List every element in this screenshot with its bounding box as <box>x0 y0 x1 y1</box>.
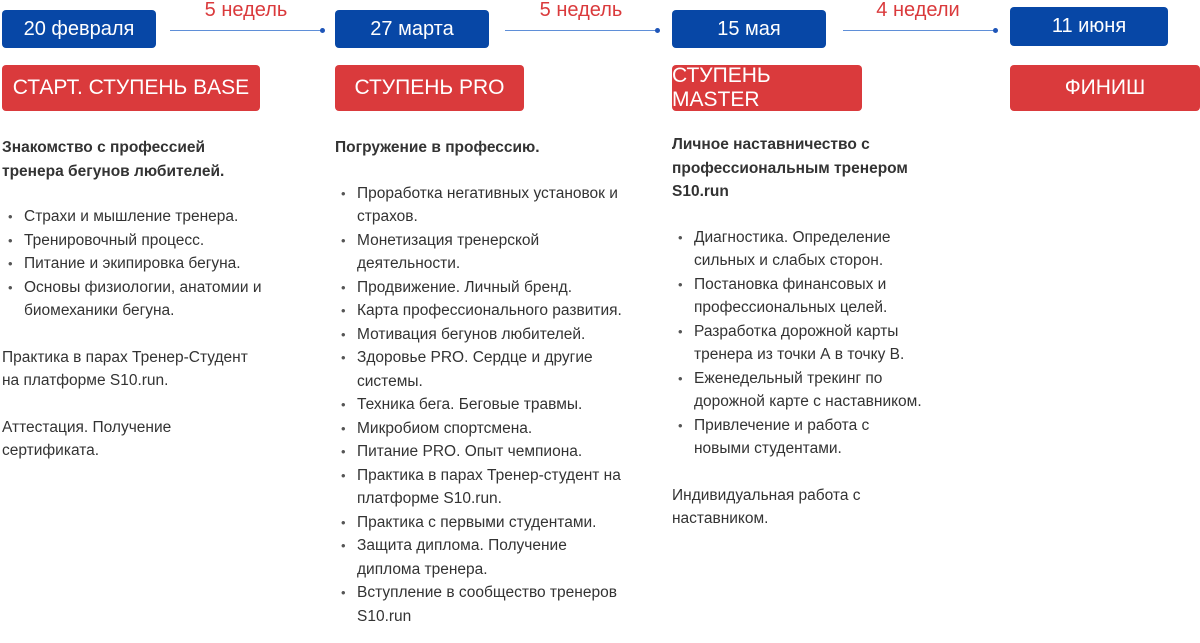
stage-pill-finish: ФИНИШ <box>1010 65 1200 111</box>
list-item: • Питание PRO. Опыт чемпиона. <box>335 440 631 464</box>
list-item: • Проработка негативных установок и страхов. <box>335 182 631 229</box>
stage-pill-base: СТАРТ. СТУПЕНЬ BASE <box>2 65 260 111</box>
stage-master-column <box>672 133 968 531</box>
list-item: • Практика с первыми студентами. <box>335 511 631 535</box>
list-item: • Продвижение. Личный бренд. <box>335 276 631 300</box>
stage-base-practice-note: Практика в парах Тренер-Студент на платформе S10.run. <box>2 348 248 389</box>
list-item: • Практика в парах Тренер-студент на платформе S10.run. <box>335 464 631 511</box>
list-item: • Тренировочный процесс. <box>2 229 266 253</box>
list-item: • Основы физиологии, анатомии и биомеханики бегуна. <box>2 276 266 323</box>
duration-label-1: 5 недель <box>204 0 288 21</box>
list-item: • Еженедельный трекинг по дорожной карте с наставником. <box>672 367 922 414</box>
stage-pill-master: СТУПЕНЬ MASTER <box>672 65 862 111</box>
list-item: • Мотивация бегунов любителей. <box>335 323 631 347</box>
stage-pro-column <box>335 136 635 628</box>
connector-3 <box>843 30 995 31</box>
list-item: • Питание и экипировка бегуна. <box>2 252 266 276</box>
list-item: • Диагностика. Определение сильных и слабых сторон. <box>672 226 922 273</box>
stage-pro-heading: Погружение в профессию. <box>335 139 540 156</box>
stage-base-certification-note: Аттестация. Получение сертификата. <box>2 418 172 459</box>
stage-base-list <box>2 205 266 323</box>
duration-label-3: 4 недели <box>876 0 960 21</box>
list-item: • Привлечение и работа с новыми студентами. <box>672 414 922 461</box>
connector-dot <box>655 28 660 33</box>
connector-2 <box>505 30 657 31</box>
list-item: • Карта профессионального развития. <box>335 299 631 323</box>
connector-dot <box>320 28 325 33</box>
stage-pro-list <box>335 182 631 629</box>
connector-dot <box>993 28 998 33</box>
list-item: • Техника бега. Беговые травмы. <box>335 393 631 417</box>
stage-base-column <box>2 136 266 463</box>
list-item: • Вступление в сообщество тренеров S10.run <box>335 581 631 628</box>
stage-master-individual-note: Индивидуальная работа с наставником. <box>672 486 861 527</box>
stage-pill-pro: СТУПЕНЬ PRO <box>335 65 524 111</box>
date-pill-start: 20 февраля <box>2 10 156 48</box>
date-pill-master: 15 мая <box>672 10 826 48</box>
list-item: • Монетизация тренерской деятельности. <box>335 229 631 276</box>
stage-base-heading: Знакомство с профессией тренера бегунов любителей. <box>2 139 225 180</box>
list-item: • Постановка финансовых и профессиональных целей. <box>672 273 922 320</box>
list-item: • Здоровье PRO. Сердце и другие системы. <box>335 346 631 393</box>
date-pill-finish: 11 июня <box>1010 7 1168 46</box>
connector-1 <box>170 30 322 31</box>
stage-master-list <box>672 226 922 461</box>
list-item: • Страхи и мышление тренера. <box>2 205 266 229</box>
stage-master-heading: Личное наставничество с профессиональным тренером S10.run <box>672 136 908 200</box>
list-item: • Разработка дорожной карты тренера из точки А в точку В. <box>672 320 922 367</box>
date-pill-pro: 27 марта <box>335 10 489 48</box>
list-item: • Микробиом спортсмена. <box>335 417 631 441</box>
list-item: • Защита диплома. Получение диплома тренера. <box>335 534 631 581</box>
duration-label-2: 5 недель <box>539 0 623 21</box>
